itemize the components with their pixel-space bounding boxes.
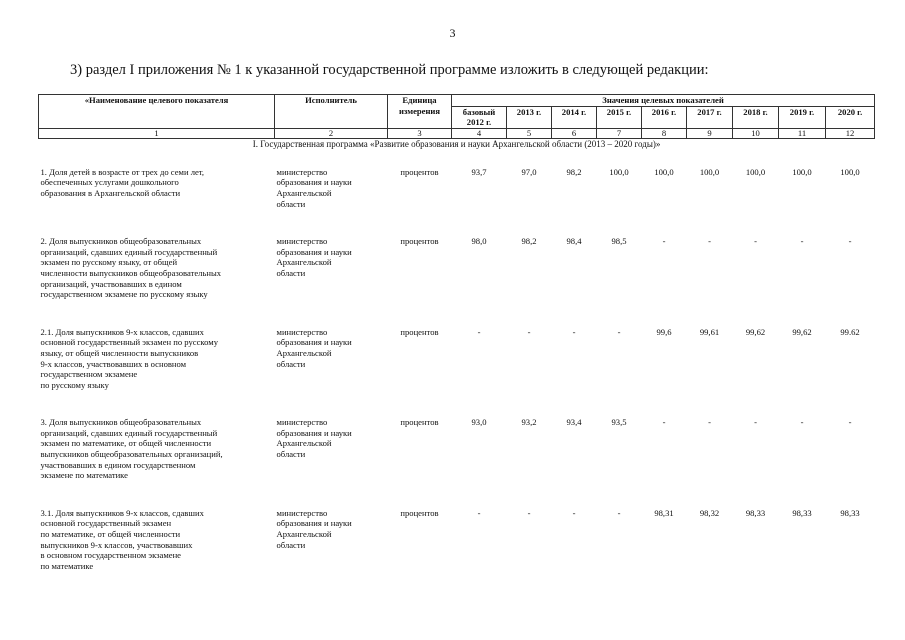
- indicator-value: -: [477, 507, 481, 518]
- indicator-name: 3. Доля выпускников общеобразовательных организаций, сдавших единый государственный экзамен по математике, от общей численности выпускников общеобразовательных организаций, участвовавших в едином государственном экзамене по математике: [40, 417, 223, 481]
- header-year: 2015 г.: [597, 106, 642, 128]
- indicator-value: -: [754, 417, 757, 428]
- indicator-value: 100,0: [609, 166, 629, 177]
- indicator-name: 3.1. Доля выпускников 9-х классов, сдавших основной государственный экзамен по математике, от общей численности выпускников 9-х классов, участвовавших в основном государственном экзамене по математике: [40, 507, 204, 571]
- header-indicator-name: «Наименование целевого показателя: [39, 95, 275, 129]
- indicator-value: -: [617, 507, 621, 518]
- header-year: 2014 г.: [552, 106, 597, 128]
- indicator-unit: процентов: [400, 417, 439, 428]
- indicator-value: 98,2: [566, 166, 582, 177]
- indicator-value: -: [708, 236, 711, 247]
- column-number: 9: [687, 128, 733, 138]
- indicator-name: 1. Доля детей в возрасте от трех до семи лет, обеспеченных услугами дошкольного образования в Архангельской области: [40, 166, 205, 198]
- indicator-value: 100,0: [745, 166, 766, 177]
- indicator-name: 2.1. Доля выпускников 9-х классов, сдавших основной государственный экзамен по русскому языку, от общей численности выпускников 9-х классов, участвовавших в основном государственном экзамене по русскому языку: [40, 326, 219, 390]
- column-number: 7: [597, 128, 642, 138]
- header-year: 2013 г.: [507, 106, 552, 128]
- indicator-name: 2. Доля выпускников общеобразовательных организаций, сдавших единый государственный экзамен по русскому языку, от общей численности выпускников общеобразовательных организаций, участвовавших в едином государственном экзамене по русскому языку: [40, 236, 222, 300]
- indicator-value: 100,0: [699, 166, 720, 177]
- column-number: 4: [452, 128, 507, 138]
- page-number: 3: [449, 26, 456, 40]
- indicator-value: 99,62: [792, 326, 812, 337]
- header-unit: Единица измерения: [388, 95, 452, 129]
- indicator-value: 98,32: [699, 507, 720, 518]
- header-year: 2019 г.: [779, 106, 826, 128]
- target-indicators-table: [38, 94, 875, 585]
- indicator-value: 99,62: [745, 326, 766, 337]
- indicator-value: 98,33: [745, 507, 766, 518]
- indicator-value: -: [848, 236, 852, 247]
- indicator-value: 100,0: [840, 166, 860, 177]
- column-number: 11: [779, 128, 826, 138]
- header-year: 2016 г.: [642, 106, 687, 128]
- indicator-value: 98,0: [471, 236, 487, 247]
- indicator-rows: [39, 154, 875, 586]
- indicator-executor: министерство образования и науки Архангельской области: [276, 236, 352, 278]
- column-number: 2: [275, 128, 388, 138]
- indicator-value: 98,5: [611, 236, 627, 247]
- indicator-value: 93,0: [471, 417, 487, 428]
- indicator-unit: процентов: [400, 507, 439, 518]
- indicator-value: -: [800, 417, 804, 428]
- program-title: I. Государственная программа «Развитие образования и науки Архангельской области (2013 – 2020 годы)»: [252, 138, 661, 149]
- column-number: 3: [388, 128, 452, 138]
- table-row: [39, 314, 875, 405]
- indicator-executor: министерство образования и науки Архангельской области: [276, 417, 352, 460]
- indicator-value: 93,2: [521, 417, 537, 428]
- indicator-value: 98,4: [566, 236, 582, 247]
- indicator-value: 98,31: [654, 507, 674, 518]
- indicator-value: 98,33: [792, 507, 812, 518]
- table-row: [39, 223, 875, 314]
- indicator-value: -: [708, 417, 711, 428]
- column-number: 10: [733, 128, 779, 138]
- indicator-executor: министерство образования и науки Архангельской области: [276, 507, 352, 550]
- program-title-row: [39, 138, 875, 154]
- header-executor: Исполнитель: [275, 95, 388, 129]
- table-row: [39, 154, 875, 223]
- indicator-value: -: [572, 326, 576, 337]
- header-year: базовый 2012 г.: [452, 106, 507, 128]
- indicator-unit: процентов: [400, 326, 439, 337]
- header-year: 2017 г.: [687, 106, 733, 128]
- indicator-value: -: [848, 417, 852, 428]
- header-year: 2020 г.: [826, 106, 875, 128]
- table-row: [39, 404, 875, 495]
- indicator-value: 99.62: [840, 326, 860, 337]
- header-year: 2018 г.: [733, 106, 779, 128]
- indicator-value: -: [800, 236, 804, 247]
- indicator-value: -: [572, 507, 576, 518]
- column-number: 1: [39, 128, 275, 138]
- column-numbers-row: [39, 128, 875, 138]
- column-number: 12: [826, 128, 875, 138]
- indicator-value: 100,0: [792, 166, 812, 177]
- column-number: 8: [642, 128, 687, 138]
- indicator-value: -: [662, 236, 666, 247]
- indicator-value: 98,2: [521, 236, 537, 247]
- indicator-value: -: [527, 326, 531, 337]
- indicator-value: -: [527, 507, 531, 518]
- indicator-value: 93,5: [611, 417, 627, 428]
- indicator-value: 97,0: [521, 166, 537, 177]
- header-values-group: Значения целевых показателей: [452, 95, 875, 107]
- indicator-executor: министерство образования и науки Архангельской области: [276, 166, 352, 209]
- column-number: 5: [507, 128, 552, 138]
- indicator-value: 98,33: [840, 507, 860, 518]
- indicator-value: 99,61: [699, 326, 720, 337]
- indicator-value: 93,4: [566, 417, 582, 428]
- indicator-unit: процентов: [400, 166, 439, 177]
- column-number: 6: [552, 128, 597, 138]
- indicator-value: -: [617, 326, 621, 337]
- indicator-value: 93,7: [471, 166, 487, 177]
- indicator-value: -: [754, 236, 757, 247]
- indicator-value: -: [477, 326, 481, 337]
- indicator-unit: процентов: [400, 236, 439, 247]
- indicator-value: 100,0: [654, 166, 674, 177]
- indicator-executor: министерство образования и науки Архангельской области: [276, 326, 352, 369]
- indicator-value: 99,6: [656, 326, 672, 337]
- document-heading: 3) раздел I приложения № 1 к указанной государственной программе изложить в следующей редакции:: [70, 62, 709, 78]
- indicator-value: -: [662, 417, 666, 428]
- table-row: [39, 495, 875, 586]
